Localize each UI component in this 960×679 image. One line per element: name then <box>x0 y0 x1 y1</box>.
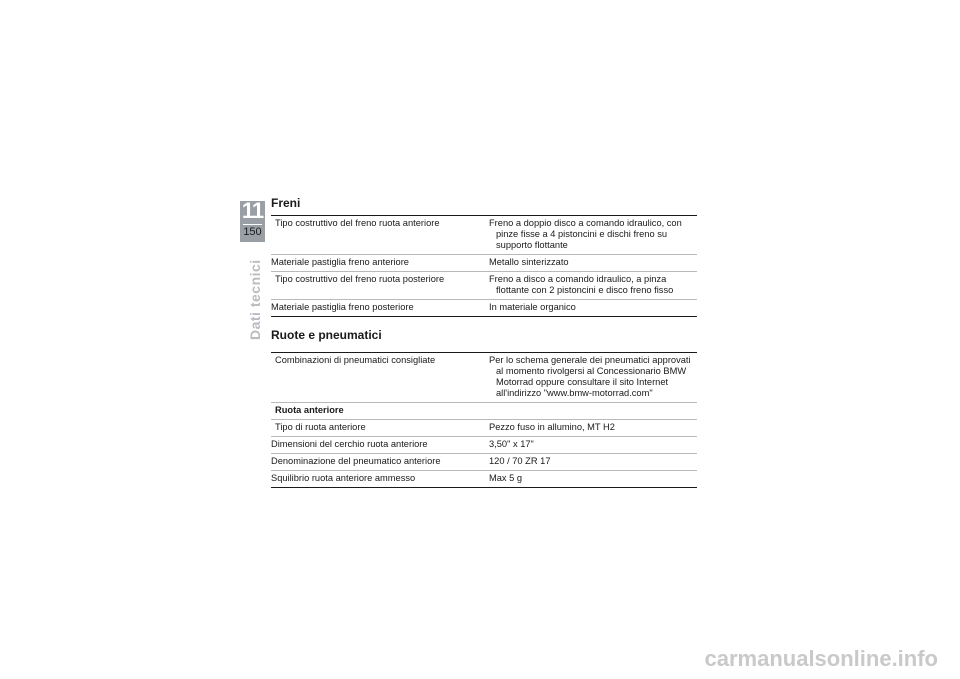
row-value: Per lo schema generale dei pneumatici approvati al momento rivolgersi al Concessionario BMW Motorrad oppure consultare il sito Internet all'indirizzo "www.bmw-motorrad.com" <box>489 353 697 403</box>
row-label: Combinazioni di pneumatici consigliate <box>271 353 489 403</box>
section-side-title: Dati tecnici <box>247 259 263 340</box>
table-row <box>271 255 697 272</box>
row-label: Tipo costruttivo del freno ruota posteriore <box>271 272 489 300</box>
table-row <box>271 353 697 403</box>
page-content <box>271 195 697 488</box>
row-label: Tipo costruttivo del freno ruota anteriore <box>271 216 489 255</box>
chapter-number: 11 <box>241 198 264 223</box>
section-heading-ruote: Ruote e pneumatici <box>271 328 382 342</box>
chapter-tab-divider <box>243 224 262 225</box>
row-label: Materiale pastiglia freno anteriore <box>271 255 489 272</box>
row-label: Denominazione del pneumatico anteriore <box>271 454 489 471</box>
table-row <box>271 272 697 300</box>
row-value: 120 / 70 ZR 17 <box>489 454 697 471</box>
row-value: 3,50" x 17" <box>489 437 697 454</box>
table-row <box>271 471 697 488</box>
ruote-table <box>271 352 697 488</box>
table-row <box>271 454 697 471</box>
row-value: Freno a doppio disco a comando idraulico, con pinze fisse a 4 pistoncini e dischi freno su supporto flottante <box>489 216 697 255</box>
table-row <box>271 420 697 437</box>
freni-table <box>271 215 697 317</box>
row-value: Metallo sinterizzato <box>489 255 697 272</box>
row-label: Squilibrio ruota anteriore ammesso <box>271 471 489 488</box>
row-label: Dimensioni del cerchio ruota anteriore <box>271 437 489 454</box>
section-heading-freni: Freni <box>271 196 301 210</box>
row-label: Tipo di ruota anteriore <box>271 420 489 437</box>
table-row <box>271 300 697 317</box>
row-value: Freno a disco a comando idraulico, a pinza flottante con 2 pistoncini e disco freno fisso <box>489 272 697 300</box>
table-row <box>271 216 697 255</box>
subheading-ruota-anteriore: Ruota anteriore <box>271 403 697 420</box>
page-number: 150 <box>243 226 262 238</box>
table-row <box>271 437 697 454</box>
row-label: Materiale pastiglia freno posteriore <box>271 300 489 317</box>
table-subheading-row <box>271 403 697 420</box>
watermark: carmanualsonline.info <box>704 646 938 671</box>
row-value: In materiale organico <box>489 300 697 317</box>
row-value: Max 5 g <box>489 471 697 488</box>
row-value: Pezzo fuso in allumino, MT H2 <box>489 420 697 437</box>
